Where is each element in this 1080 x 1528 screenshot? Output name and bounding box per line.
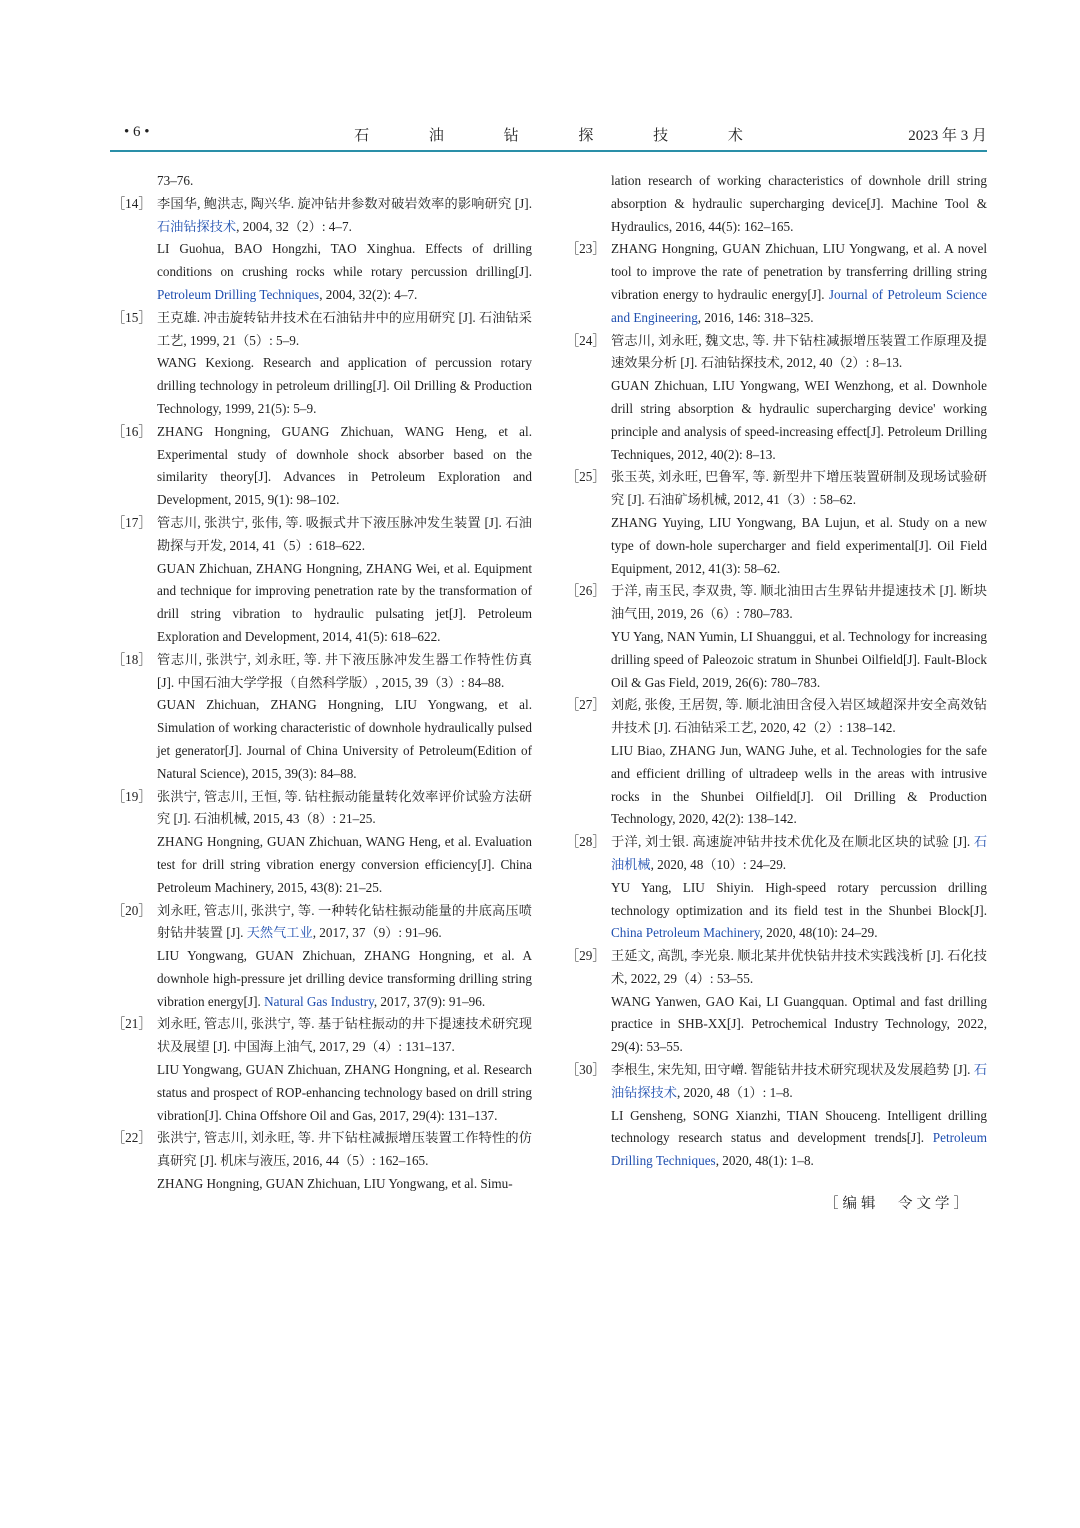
- journal-link[interactable]: Natural Gas Industry: [264, 993, 374, 1009]
- reference-body: [611, 831, 987, 945]
- citation-text: LIU Yongwang, GUAN Zhichuan, ZHANG Hongning, et al. Research status and prospect of ROP-enhancing technology based on drill string vibration[J]. China Offshore Oil and Gas, 2017, 29(4): 131–137.: [157, 1062, 532, 1123]
- continuation-text: lation research of working characteristics of downhole drill string absorption & hydraulic supercharging device[J]. Machine Tool & Hydraulics, 2016, 44(5): 162–165.: [611, 173, 987, 234]
- citation-text: 于洋, 南玉民, 李双贵, 等. 顺北油田古生界钻井提速技术 [J]. 断块油气田, 2019, 26（6）: 780–783.: [611, 583, 987, 622]
- reference-citation: [157, 900, 532, 946]
- journal-name: 石 油 钻 探 技 术: [354, 128, 771, 144]
- left-column: [112, 170, 532, 1196]
- reference-citation: [611, 1059, 987, 1105]
- reference-citation: [157, 649, 532, 695]
- reference-item: [566, 945, 987, 1059]
- reference-citation: [611, 238, 987, 329]
- journal-link[interactable]: Petroleum Drilling Techniques: [157, 286, 320, 302]
- reference-citation: [611, 945, 987, 991]
- reference-citation-english: [157, 1173, 532, 1196]
- reference-citation-english: [611, 740, 987, 831]
- reference-body: [157, 193, 532, 307]
- citation-text: 管志川, 张洪宁, 张伟, 等. 吸振式井下液压脉冲发生装置 [J]. 石油勘探与开发, 2014, 41（5）: 618–622.: [157, 514, 532, 553]
- citation-text: 张洪宁, 管志川, 王恒, 等. 钻柱振动能量转化效率评价试验方法研究 [J]. 石油机械, 2015, 43（8）: 21–25.: [157, 788, 532, 827]
- journal-link[interactable]: China Petroleum Machinery: [611, 925, 760, 941]
- reference-item: [566, 238, 987, 329]
- reference-body: [611, 466, 987, 580]
- reference-body: [611, 1059, 987, 1173]
- reference-citation: [611, 580, 987, 626]
- citation-text: , 2017, 37(9): 91–96.: [373, 993, 486, 1009]
- reference-citation-english: [157, 238, 532, 306]
- reference-body: [157, 421, 532, 512]
- reference-item: [112, 1013, 532, 1127]
- reference-body: [157, 307, 532, 421]
- reference-citation-english: [157, 831, 532, 899]
- reference-body: [611, 330, 987, 467]
- reference-item: [566, 330, 987, 467]
- reference-item: [566, 466, 987, 580]
- journal-link[interactable]: 天然气工业: [246, 925, 313, 941]
- citation-text: 王克雄. 冲击旋转钻井技术在石油钻井中的应用研究 [J]. 石油钻采工艺, 1999, 21（5）: 5–9.: [157, 309, 532, 348]
- citation-text: , 2020, 48(10): 24–29.: [759, 925, 878, 941]
- citation-text: YU Yang, NAN Yumin, LI Shuanggui, et al. Technology for increasing drilling speed of Paleozoic stratum in Shunbei Oilfield[J]. Fault-Block Oil & Gas Field, 2019, 26(6): 780–783.: [611, 628, 987, 690]
- citation-text: GUAN Zhichuan, ZHANG Hongning, LIU Yongwang, et al. Simulation of working characteristic of downhole hydraulically pulsed jet generator[J]. Journal of China University of Petroleum(Edition of Natural Science), 2015, 39(3): 84–88.: [157, 697, 532, 781]
- citation-text: 刘彪, 张俊, 王居贺, 等. 顺北油田含侵入岩区域超深井安全高效钻井技术 [J]. 石油钻采工艺, 2020, 42（2）: 138–142.: [611, 697, 987, 736]
- reference-number: ［22］: [112, 1130, 152, 1146]
- reference-citation: [157, 512, 532, 558]
- reference-body: [157, 900, 532, 1014]
- reference-item: [112, 786, 532, 900]
- reference-number: ［16］: [112, 423, 152, 439]
- citation-text: WANG Kexiong. Research and application of percussion rotary drilling technology in petroleum drilling[J]. Oil Drilling & Production Technology, 1999, 21(5): 5–9.: [157, 355, 532, 416]
- reference-citation-english: [611, 512, 987, 580]
- reference-number: ［18］: [112, 651, 152, 667]
- editor-note: ［编辑 令文学］: [824, 1196, 972, 1212]
- journal-link[interactable]: 石油机械: [611, 834, 987, 872]
- citation-text: LI Guohua, BAO Hongzhi, TAO Xinghua. Effects of drilling conditions on crushing rocks while rotary percussion drilling[J].: [157, 241, 532, 280]
- reference-number: ［27］: [566, 697, 606, 713]
- reference-number: ［14］: [112, 195, 152, 211]
- page-number: • 6 •: [124, 124, 150, 140]
- citation-text: 李国华, 鲍洪志, 陶兴华. 旋冲钻井参数对破岩效率的影响研究 [J].: [157, 195, 532, 211]
- citation-text: ZHANG Hongning, GUAN Zhichuan, LIU Yongwang, et al. Simu-: [157, 1176, 513, 1192]
- header-rule: [110, 150, 987, 152]
- reference-item: [566, 694, 987, 831]
- citation-text: LIU Biao, ZHANG Jun, WANG Juhe, et al. Technologies for the safe and efficient drilling of ultradeep wells in the areas with intrusive rocks in the Shunbei Oilfield[J]. Oil Drilling & Production Technology, 2020, 42(2): 138–142.: [611, 742, 987, 827]
- reference-item: [112, 900, 532, 1014]
- reference-citation-english: [157, 945, 532, 1013]
- reference-number: ［24］: [566, 332, 606, 348]
- reference-body: [611, 945, 987, 1059]
- citation-text: 于洋, 刘士银. 高速旋冲钻井技术优化及在顺北区块的试验 [J].: [611, 834, 974, 850]
- citation-text: , 2020, 48（1）: 1–8.: [676, 1084, 793, 1100]
- reference-citation-english: [611, 991, 987, 1059]
- reference-number: ［28］: [566, 834, 606, 850]
- citation-text: YU Yang, LIU Shiyin. High-speed rotary percussion drilling technology optimization and its field test in the Shunbei Block[J].: [611, 879, 987, 918]
- reference-body: [611, 580, 987, 694]
- reference-number: ［17］: [112, 514, 152, 530]
- reference-citation: [157, 193, 532, 239]
- citation-text: 刘永旺, 管志川, 张洪宁, 等. 一种转化钻柱振动能量的井底高压喷射钻井装置 [J].: [157, 902, 532, 941]
- reference-item: [566, 831, 987, 945]
- citation-text: LI Gensheng, SONG Xianzhi, TIAN Shouceng. Intelligent drilling technology research status and development trends[J].: [611, 1107, 987, 1146]
- citation-text: 刘永旺, 管志川, 张洪宁, 等. 基于钻柱振动的井下提速技术研究现状及展望 [J]. 中国海上油气, 2017, 29（4）: 131–137.: [157, 1016, 532, 1055]
- reference-item: [112, 307, 532, 421]
- reference-body: [157, 1013, 532, 1127]
- reference-citation-english: [611, 375, 987, 466]
- reference-number: ［23］: [566, 241, 606, 257]
- reference-item: [112, 1127, 532, 1195]
- reference-body: [611, 238, 987, 329]
- reference-citation: [157, 1013, 532, 1059]
- reference-item: [566, 1059, 987, 1173]
- citation-text: 张洪宁, 管志川, 刘永旺, 等. 井下钻柱减振增压装置工作特性的仿真研究 [J]. 机床与液压, 2016, 44（5）: 162–165.: [157, 1130, 532, 1169]
- reference-citation-english: [157, 558, 532, 649]
- citation-text: , 2020, 48（10）: 24–29.: [650, 856, 787, 872]
- reference-item: [112, 649, 532, 786]
- citation-text: GUAN Zhichuan, LIU Yongwang, WEI Wenzhong, et al. Downhole drill string absorption & hydraulic supercharging device' working principle and analysis of speed-increasing effect[J]. Petroleum Drilling Techniques, 2012, 40(2): 8–13.: [611, 378, 987, 462]
- reference-number: ［26］: [566, 583, 606, 599]
- citation-text: , 2017, 37（9）: 91–96.: [312, 925, 442, 941]
- citation-text: ZHANG Hongning, GUAN Zhichuan, LIU Yongwang, et al. A novel tool to improve the rate of penetration by transferring drilling string vibration energy to hydraulic energy[J].: [611, 241, 987, 302]
- reference-list-left: [112, 193, 532, 1196]
- journal-link[interactable]: 石油钻探技术: [611, 1062, 987, 1100]
- citation-text: LIU Yongwang, GUAN Zhichuan, ZHANG Hongning, et al. A downhole high-pressure jet drilling device transforming drilling string vibration energy[J].: [157, 948, 532, 1009]
- journal-link[interactable]: Journal of Petroleum Science and Engineering: [611, 286, 987, 325]
- journal-link[interactable]: 石油钻探技术: [157, 218, 237, 234]
- reference-body: [157, 1127, 532, 1195]
- reference-body: [157, 649, 532, 786]
- reference-citation: [611, 330, 987, 376]
- reference-body: [157, 512, 532, 649]
- reference-citation-english: [611, 877, 987, 945]
- reference-citation: [157, 307, 532, 353]
- page-header: [110, 124, 987, 146]
- citation-text: ZHANG Hongning, GUANG Zhichuan, WANG Heng, et al. Experimental study of downhole shock absorber based on the similarity theory[J]. Advances in Petroleum Exploration and Development, 2015, 9(1): 98–102.: [157, 423, 532, 508]
- reference-item: [112, 193, 532, 307]
- reference-citation: [611, 694, 987, 740]
- continuation-text: 73–76.: [157, 173, 194, 188]
- right-column: [566, 170, 987, 1173]
- citation-text: 管志川, 刘永旺, 魏文忠, 等. 井下钻柱减振增压装置工作原理及提速效果分析 [J]. 石油钻探技术, 2012, 40（2）: 8–13.: [611, 332, 987, 371]
- reference-citation: [157, 421, 532, 512]
- reference-item: [112, 512, 532, 649]
- citation-text: ZHANG Hongning, GUAN Zhichuan, WANG Heng, et al. Evaluation test for drill string vibration energy conversion efficiency[J]. China Petroleum Machinery, 2015, 43(8): 21–25.: [157, 834, 532, 895]
- reference-item: [112, 421, 532, 512]
- reference-number: ［29］: [566, 948, 606, 964]
- citation-text: WANG Yanwen, GAO Kai, LI Guangquan. Optimal and fast drilling practice in SHB-XX[J]. Petrochemical Industry Technology, 2022, 29(4): 53–55.: [611, 993, 987, 1055]
- citation-text: , 2016, 146: 318–325.: [697, 309, 814, 325]
- journal-link[interactable]: Petroleum Drilling Techniques: [611, 1130, 987, 1169]
- reference-citation-english: [611, 1105, 987, 1173]
- citation-text: , 2004, 32（2）: 4–7.: [236, 218, 352, 234]
- reference-number: ［15］: [112, 309, 152, 325]
- citation-text: , 2020, 48(1): 1–8.: [715, 1153, 814, 1169]
- reference-number: ［20］: [112, 902, 152, 918]
- citation-text: , 2004, 32(2): 4–7.: [319, 286, 418, 302]
- reference-citation-english: [157, 694, 532, 785]
- reference-number: ［21］: [112, 1016, 152, 1032]
- reference-citation-english: [611, 626, 987, 694]
- citation-text: 张玉英, 刘永旺, 巴鲁军, 等. 新型井下增压装置研制及现场试验研究 [J]. 石油矿场机械, 2012, 41（3）: 58–62.: [611, 469, 987, 508]
- citation-text: 管志川, 张洪宁, 刘永旺, 等. 井下液压脉冲发生器工作特性仿真 [J]. 中国石油大学学报（自然科学版）, 2015, 39（3）: 84–88.: [157, 651, 532, 690]
- reference-number: ［19］: [112, 788, 152, 804]
- issue-date: 2023 年 3 月: [908, 128, 987, 144]
- reference-citation: [611, 466, 987, 512]
- reference-list-right: [566, 238, 987, 1173]
- reference-number: ［30］: [566, 1062, 606, 1078]
- citation-text: 王延文, 高凯, 李光泉. 顺北某井优快钻井技术实践浅析 [J]. 石化技术, 2022, 29（4）: 53–55.: [611, 948, 987, 986]
- citation-text: 李根生, 宋先知, 田守嶒. 智能钻井技术研究现状及发展趋势 [J].: [611, 1062, 974, 1078]
- reference-item: [566, 580, 987, 694]
- reference-number: ［25］: [566, 469, 606, 485]
- reference-citation: [157, 1127, 532, 1173]
- reference-citation-english: [157, 352, 532, 420]
- reference-citation: [611, 831, 987, 877]
- reference-citation-english: [157, 1059, 532, 1127]
- reference-citation: [157, 786, 532, 832]
- citation-text: ZHANG Yuying, LIU Yongwang, BA Lujun, et al. Study on a new type of down-hole supercharger and field experimental[J]. Oil Field Equipment, 2012, 41(3): 58–62.: [611, 514, 987, 576]
- reference-body: [611, 694, 987, 831]
- reference-body: [157, 786, 532, 900]
- citation-text: GUAN Zhichuan, ZHANG Hongning, ZHANG Wei, et al. Equipment and technique for improving penetration rate by the transformation of drill string vibration to hydraulic pulsating jet[J]. Petroleum Exploration and Development, 2014, 41(5): 618–622.: [157, 560, 532, 644]
